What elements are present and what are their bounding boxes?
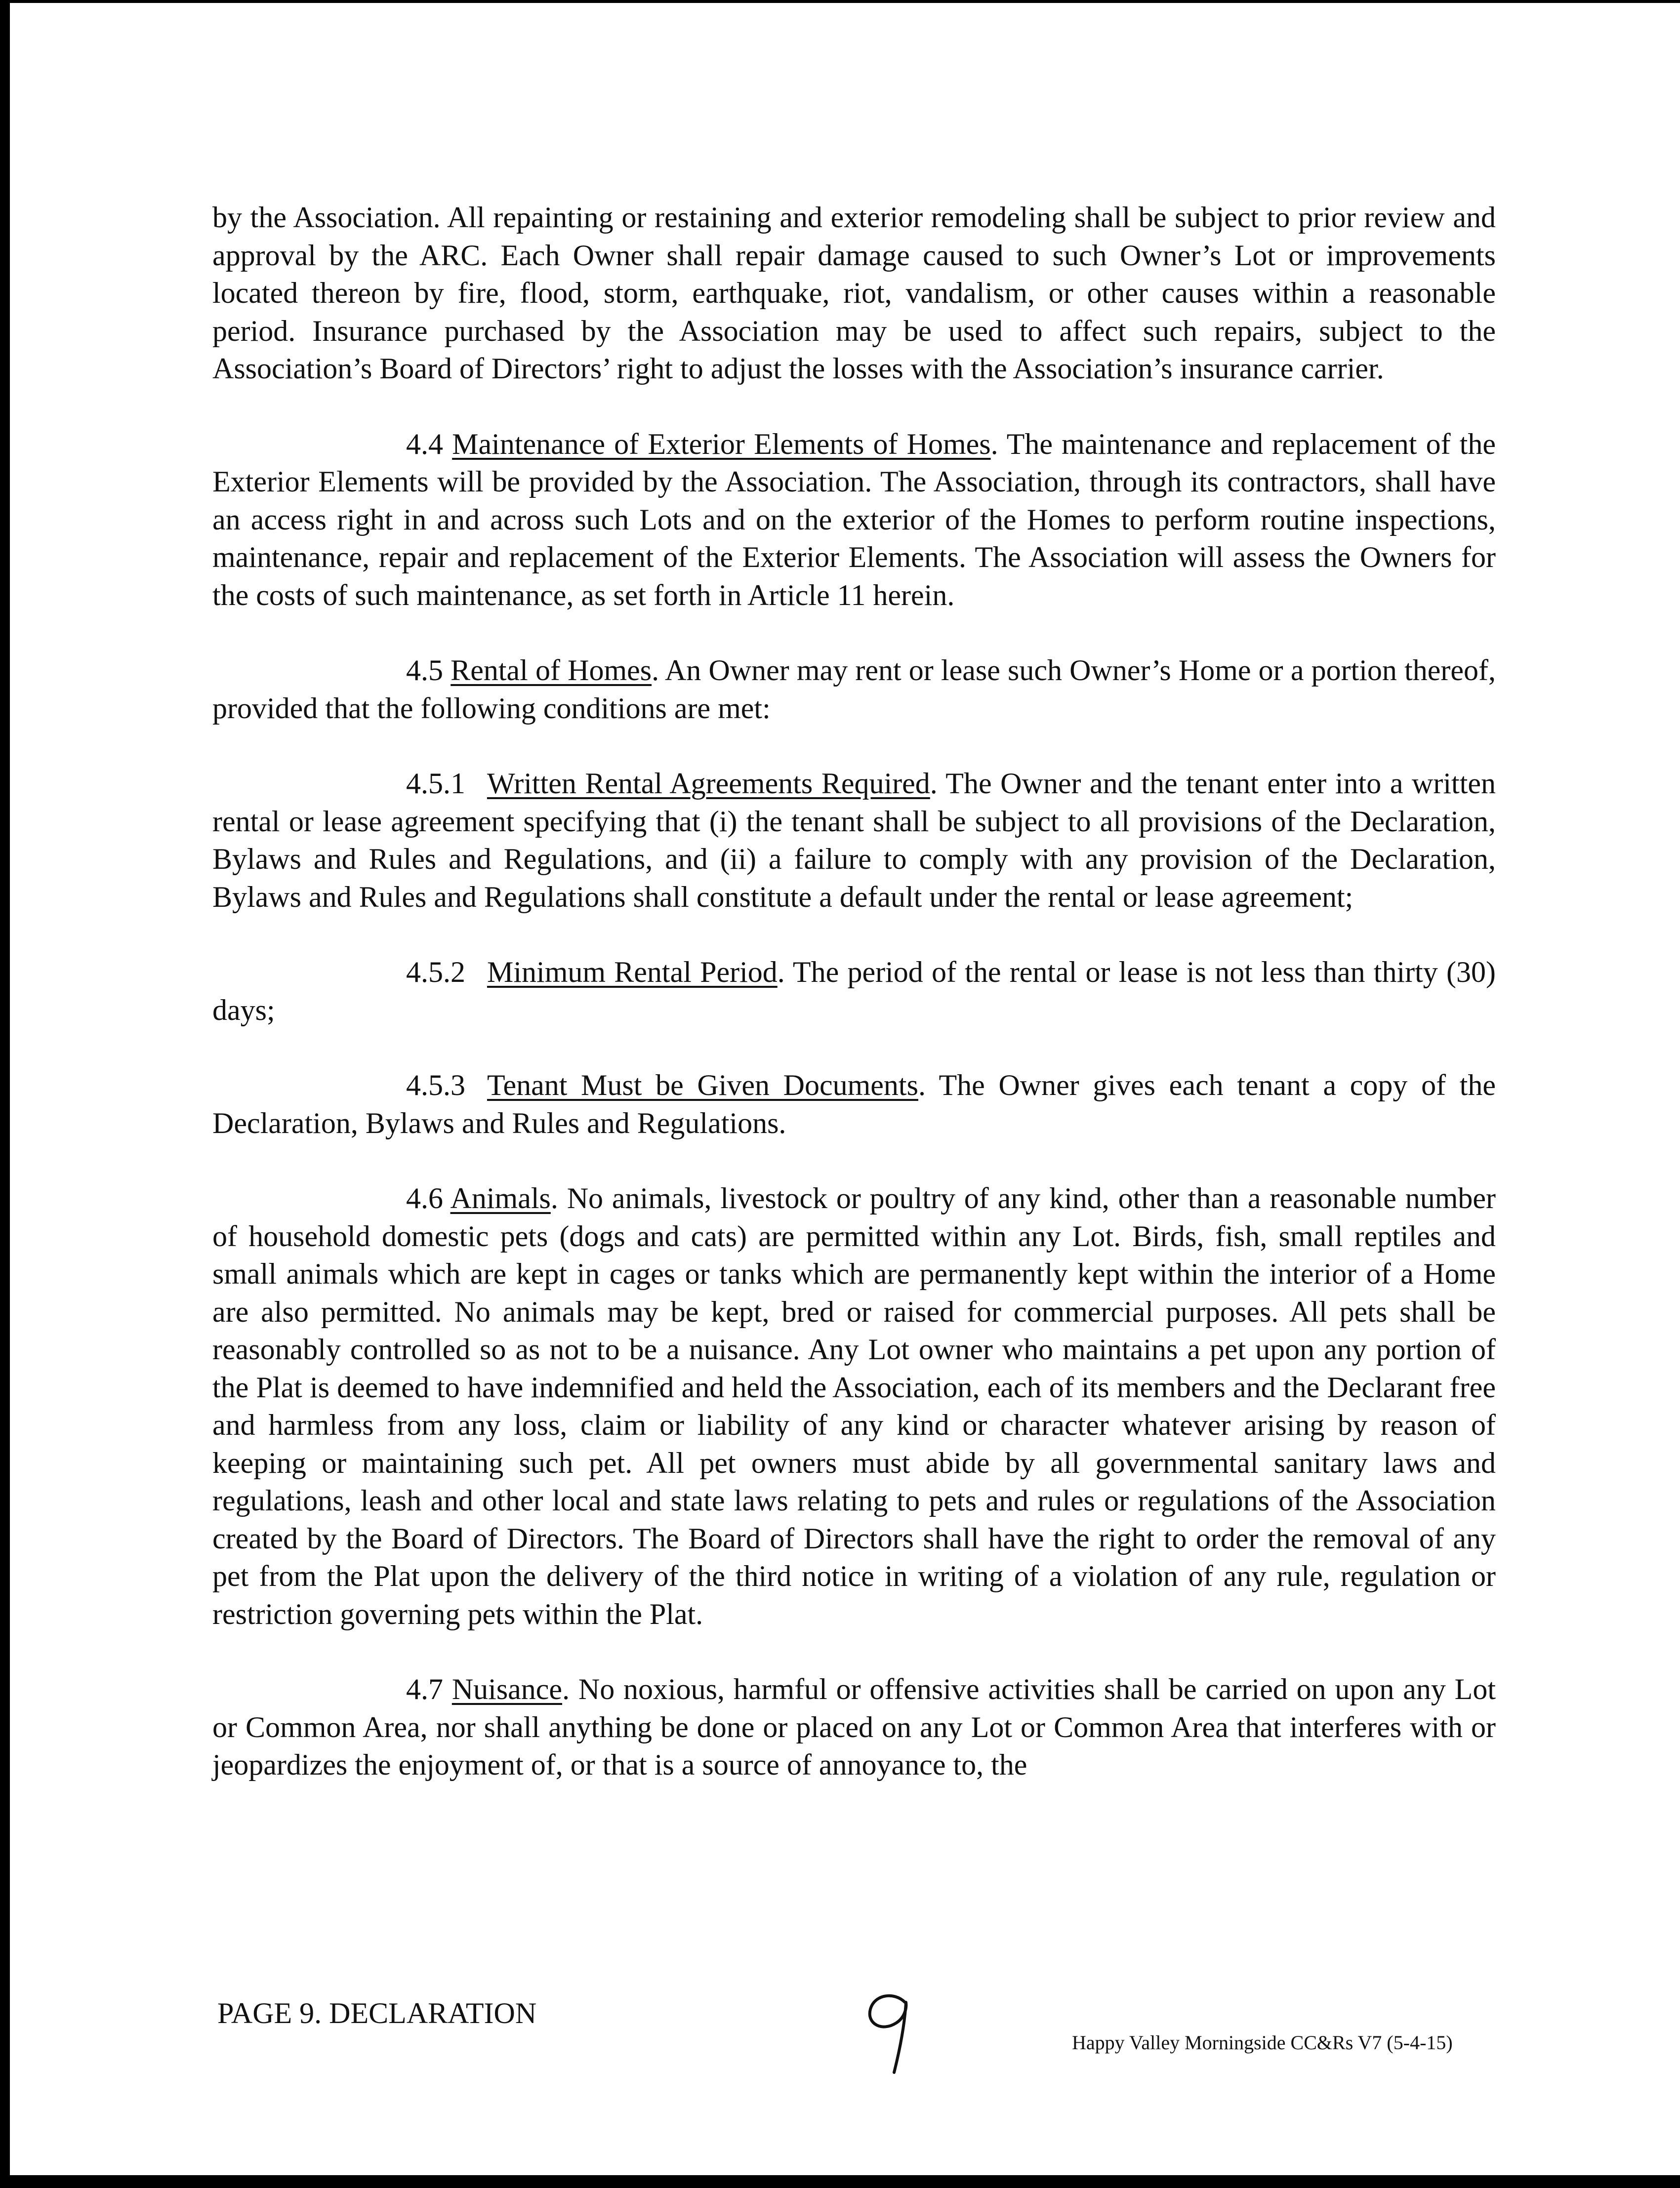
section-heading: Rental of Homes	[451, 654, 652, 687]
document-identifier: Happy Valley Morningside CC&Rs V7 (5-4-15)	[1072, 2031, 1453, 2054]
section-text: . No noxious, harmful or offensive activities shall be carried on upon any Lot or Common Area, nor shall anything be done or placed on any Lot or Common Area that interferes with or jeopardizes the enjoyment of, or that is a source of annoyance to, the	[212, 1673, 1496, 1781]
scan-border-left	[0, 0, 10, 2188]
section-text: . The maintenance and replacement of the Exterior Elements will be provided by the Association. The Association, through its contractors, shall have an access right in and across such Lots and on the exterior of the Homes to perform routine inspections, maintenance, repair and replacement of the Exterior Elements. The Association will assess the Owners for the costs of such maintenance, as set forth in Article 11 herein.	[212, 427, 1496, 611]
section-number: 4.5.2	[406, 956, 465, 988]
section-heading: Maintenance of Exterior Elements of Homes	[452, 427, 991, 460]
section-4-5	[212, 651, 1496, 727]
section-text: . The period of the rental or lease is not less than thirty (30) days;	[212, 956, 1496, 1026]
section-heading: Minimum Rental Period	[487, 956, 778, 988]
section-number: 4.6	[406, 1182, 443, 1215]
section-number: 4.5.1	[406, 767, 465, 800]
section-4-5-2	[212, 953, 1496, 1029]
section-heading: Animals	[450, 1182, 551, 1215]
paragraph-continuation	[212, 199, 1496, 388]
section-heading: Nuisance	[451, 1673, 563, 1705]
section-4-7	[212, 1670, 1496, 1784]
section-4-5-3	[212, 1066, 1496, 1142]
section-number: 4.4	[406, 427, 443, 460]
section-number: 4.5.3	[406, 1069, 465, 1101]
section-text: . No animals, livestock or poultry of any kind, other than a reasonable number of household domestic pets (dogs and cats) are permitted within any Lot. Birds, fish, small reptiles and small animals which are kept in cages or tanks which are permanently kept within the interior of a Home are also permitted. No animals may be kept, bred or raised for commercial purposes. All pets shall be reasonably controlled so as not to be a nuisance. Any Lot owner who maintains a pet upon any portion of the Plat is deemed to have indemnified and held the Association, each of its members and the Declarant free and harmless from any loss, claim or liability of any kind or character whatever arising by reason of keeping or maintaining such pet. All pet owners must abide by all governmental sanitary laws and regulations, leash and other local and state laws relating to pets and rules or regulations of the Association created by the Board of Directors. The Board of Directors shall have the right to order the removal of any pet from the Plat upon the delivery of the third notice in writing of a violation of any rule, regulation or restriction governing pets within the Plat.	[212, 1182, 1496, 1630]
section-heading: Tenant Must be Given Documents	[487, 1069, 918, 1101]
scan-border-bottom	[0, 2175, 1680, 2188]
section-number: 4.7	[406, 1673, 443, 1705]
section-heading: Written Rental Agreements Required	[487, 767, 930, 800]
paragraph-text: by the Association. All repainting or restaining and exterior remodeling shall be subject to prior review and approval by the ARC. Each Owner shall repair damage caused to such Owner’s Lot or improvements located thereon by fire, flood, storm, earthquake, riot, vandalism, or other causes within a reasonable period. Insurance purchased by the Association may be used to affect such repairs, subject to the Association’s Board of Directors’ right to adjust the losses with the Association’s insurance carrier.	[212, 201, 1496, 385]
handwritten-page-number	[860, 1981, 929, 2079]
section-text: . An Owner may rent or lease such Owner’s Home or a portion thereof, provided that the following conditions are met:	[212, 654, 1496, 725]
document-body	[212, 199, 1496, 1784]
page-footer-label: PAGE 9. DECLARATION	[217, 1997, 537, 2029]
section-4-5-1	[212, 765, 1496, 916]
section-number: 4.5	[406, 654, 443, 687]
scan-border-top	[0, 0, 1680, 3]
section-4-6	[212, 1179, 1496, 1633]
section-text: . The Owner gives each tenant a copy of the Declaration, Bylaws and Rules and Regulations.	[212, 1069, 1496, 1139]
section-4-4	[212, 425, 1496, 614]
section-text: . The Owner and the tenant enter into a written rental or lease agreement specifying that (i) the tenant shall be subject to all provisions of the Declaration, Bylaws and Rules and Regulations, and (ii) a failure to comply with any provision of the Declaration, Bylaws and Rules and Regulations shall constitute a default under the rental or lease agreement;	[212, 767, 1496, 913]
